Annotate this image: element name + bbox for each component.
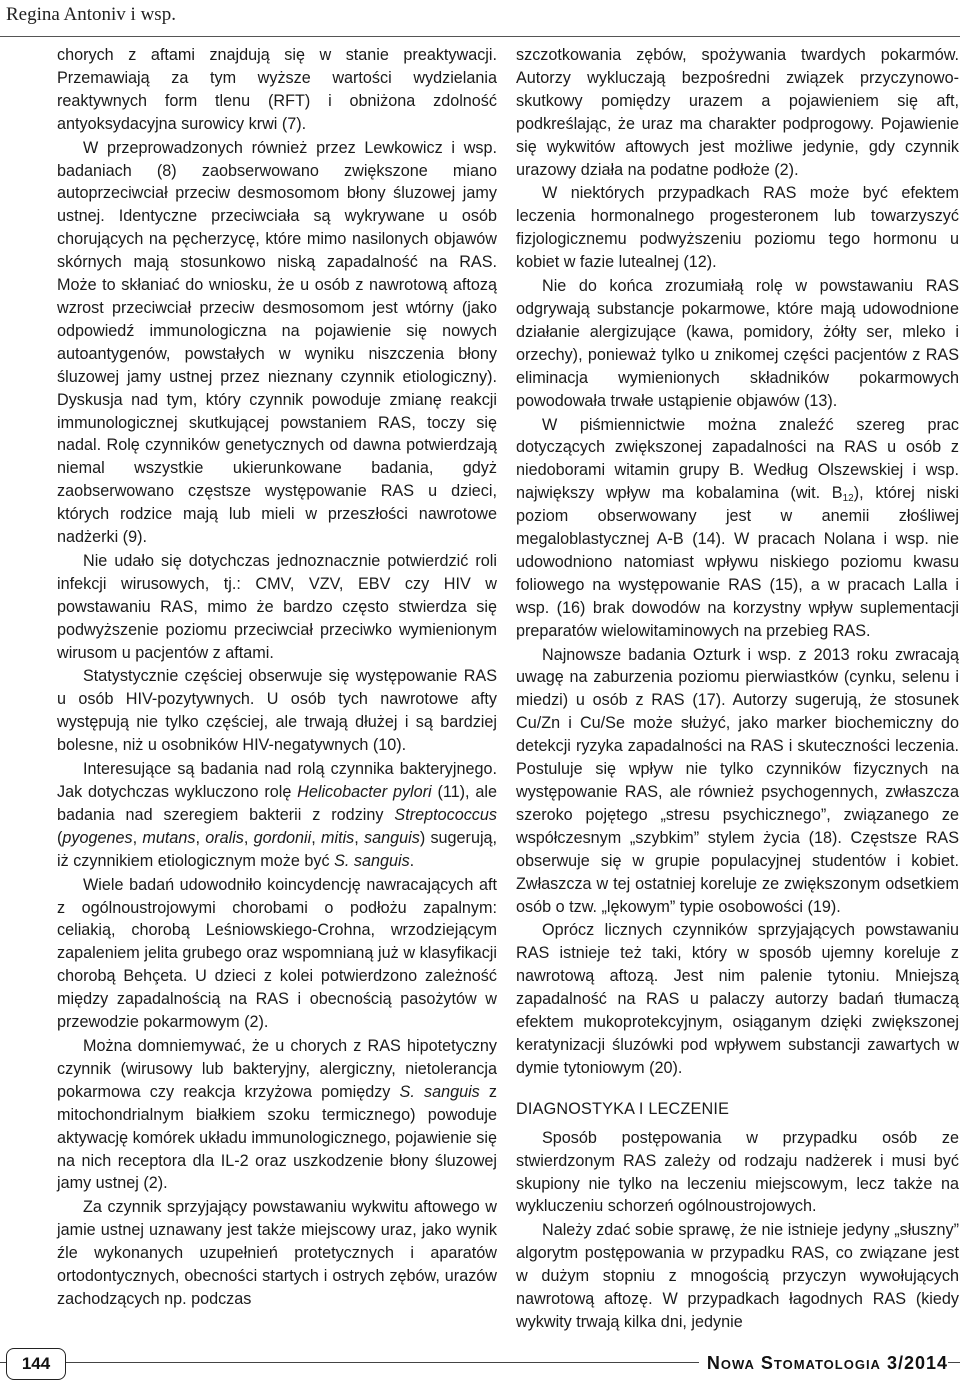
left-column xyxy=(57,44,497,1311)
paragraph-1: chorych z aftami znajdują się w stanie preaktywacji. Przemawiają za tym wyższe wartości wydzielania reaktywnych form tlenu (RFT) i obniżona zdolność antyoksydacyjna surowicy krwi (7). xyxy=(57,46,497,133)
paragraph-r7: Sposób postępowania w przypadku osób ze stwierdzonym RAS zależy od rodzaju nadżerek i musi być skupiony nie tylko na leczeniu miejscowym, lecz także na wykluczeniu schorzeń ogólnoustrojowych. xyxy=(516,1128,959,1216)
paragraph-3: Nie udało się dotychczas jednoznacznie potwierdzić roli infekcji wirusowych, tj.: CMV, VZV, EBV czy HIV w powstawaniu RAS, mimo że bardzo często stwierdza się podwyższenie poziomu przeciwciał przeciwko wymienionym wirusom u pacjentów z aftami. xyxy=(57,551,497,662)
right-column xyxy=(516,44,959,1334)
paragraph-r6: Oprócz licznych czynników sprzyjających powstawaniu RAS istnieje też taki, który w sposób ujemny koreluje z nawrotową aftozą. Jest nim palenie tytoniu. Mniejszą zapadalność na RAS u palaczy autorzy badań tłumaczą efektem mukoprotekcyjnym, osiąganym dzięki zwiększonej keratynizacji śluzówki pod wpływem substancji zawartych w dymie tytoniowym (20). xyxy=(516,921,959,1077)
page-number: 144 xyxy=(6,1348,66,1380)
header-rule xyxy=(0,36,960,37)
paragraph-8: Za czynnik sprzyjający powstawaniu wykwitu aftowego w jamie ustnej uznawany jest także miejscowy uraz, jako wynik źle wykonanych uzupełnień protetycznych i aparatów ortodontycznych, obecności startych i ostrych zębów, urazów zachodzących np. podczas xyxy=(57,1198,497,1308)
paragraph-4: Statystycznie częściej obserwuje się występowanie RAS u osób HIV-pozytywnych. U osób tych nawrotowe afty występują nie tylko częściej, ale trwają dłużej i są bardziej bolesne, niż u osobników HIV-negatywnych (10). xyxy=(57,667,497,755)
paragraph-r2: W niektórych przypadkach RAS może być efektem leczenia hormonalnego progesteronem lub towarzyszyć fizjologicznemu podwyższeniu poziomu tego hormonu u kobiet w fazie lutealnej (12). xyxy=(516,184,959,272)
paragraph-r5: Najnowsze badania Ozturk i wsp. z 2013 roku zwracają uwagę na zaburzenia poziomu pierwiastków (cynku, selenu i miedzi) u osób z RAS (17). Autorzy sugerują, że stosunek Cu/Zn i Cu/Se może służyć, jako marker biochemiczny do detekcji ryzyka zapadalności na RAS i skuteczności leczenia. Postuluje się wpływ nie tylko czynników fizycznych na występowanie RAS, ale również psychogennych, zwłaszcza szeroko pojętego „stresu psychicznego”, związanego ze współczesnym „szybkim” stylem życia (18). Częstsze RAS obserwuje się w grupie populacyjnej studentów i kobiet. Zwłaszcza w tej ostatniej koreluje ze zwiększonym odsetkiem osób o tzw. „lękowym” typie osobowości (19). xyxy=(516,645,959,916)
journal-title: Nowa Stomatologia 3/2014 xyxy=(699,1353,948,1374)
paragraph-r1: szczotkowania zębów, spożywania twardych pokarmów. Autorzy wykluczają bezpośredni związek przyczynowo-skutkowy pomiędzy urazem a pojawieniem się aft, podkreślając, że uraz ma charakter podprogowy. Pojawienie się wykwitów aftowych jest możliwe jedynie, gdy czynnik urazowy działa na podatne podłoże (2). xyxy=(516,46,959,179)
paragraph-r3: Nie do końca zrozumiałą rolę w powstawaniu RAS odgrywają substancje pokarmowe, które mają udowodnione działanie alergizujące (kawa, pomidory, żółty ser, mleko i orzechy), ponieważ tylko u znikomej części pacjentów z RAS eliminacja wymienionych składników pokarmowych powodowała trwałe ustąpienie objawów (13). xyxy=(516,277,959,410)
paragraph-r4: W piśmiennictwie można znaleźć szereg prac dotyczących zwiększonej zapadalności na RAS u osób z niedoborami witamin grupy B. Według Olszewskiej i wsp. największy wpływ ma kobalamina (wit. $B_{12}$), której niski poziom obserwowany jest w anemii złośliwej megaloblastycznej A-B (14). W pracach Nolana i wsp. nie udowodniono natomiast wpływu niskiego poziomu kwasu foliowego na występowanie RAS (15), a w pracach Lalla i wsp. (16) brak dowodów na korzystny wpływ suplementacji preparatów wielowitaminowych na przebieg RAS. xyxy=(516,415,959,640)
paragraph-r8: Należy zdać sobie sprawę, że nie istnieje jedyny „słuszny” algorytm postępowania w przypadku RAS, co związane jest w dużym stopniu z mnogością przyczyn wywołujących nawrotową aftozę. W przypadkach łagodnych RAS (kiedy wykwity trwają kilka dni, jedynie xyxy=(516,1221,959,1331)
running-head: Regina Antoniv i wsp. xyxy=(6,4,176,25)
paragraph-7: Można domniemywać, że u chorych z RAS hipotetyczny czynnik (wirusowy lub bakteryjny, alergiczny, nietolerancja pokarmowa czy reakcja krzyżowa pomiędzy S. sanguis z mitochondrialnym białkiem szoku termicznego) powoduje aktywację komórek układu immunologicznego, pojawienie się na nich receptora dla IL-2 oraz uszkodzenie błony śluzowej jamy ustnej (2). xyxy=(57,1036,498,1193)
paragraph-5: Interesujące są badania nad rolą czynnika bakteryjnego. Jak dotychczas wykluczono rolę Helicobacter pylori (11), ale badania nad szeregiem bakterii z rodziny Streptococcus (pyogenes, mutans, oralis, gordonii, mitis, sanguis) sugerują, iż czynnikiem etiologicznym może być S. sanguis. xyxy=(57,760,498,870)
paragraph-2: W przeprowadzonych również przez Lewkowicz i wsp. badaniach (8) zaobserwowano zwiększone miano autoprzeciwciał przeciw desmosomom błony śluzowej jamy ustnej. Identyczne przeciwciała są wykrywane u osób chorujących na pęcherzycę, które mimo nasilonych objawów skórnych mają stosunkowo niską zapadalność na RAS. Może to skłaniać do wniosku, że u osób z nawrotową aftozą wzrost przeciwciał przeciw desmosomom jest wtórny (jako odpowiedź immunologiczna na pojawienie się nowych autoantygenów, powstałych w wyniku niszczenia błony śluzowej jamy ustnej przez nieznany czynnik etiologiczny). Dyskusja nad tym, który czynnik powoduje zmianę reakcji immunologicznej skutkującej powstaniem RAS, toczy się nadal. Rolę czynników genetycznych od dawna potwierdzają niemal wszystkie ukierunkowane badania, gdyż zaobserwowano częstsze występowanie RAS u dzieci, których rodzice mają lub mieli w przeszłości nawrotowe nadżerki (9). xyxy=(57,138,497,547)
section-heading: DIAGNOSTYKA I LECZENIE xyxy=(516,1099,730,1118)
paragraph-6: Wiele badań udowodniło koincydencję nawracających aft z ogólnoustrojowymi chorobami o podłożu zapalnym: celiakią, chorobą Leśniowskiego-Crohna, wrzodziejącym zapaleniem jelita grubego oraz wspomnianą już w klasyfikacji chorobą Behçeta. U dzieci z kolei potwierdzono zależność między zapadalnością na RAS i obecnością pasożytów w przewodzie pokarmowym (2). xyxy=(57,875,497,1032)
